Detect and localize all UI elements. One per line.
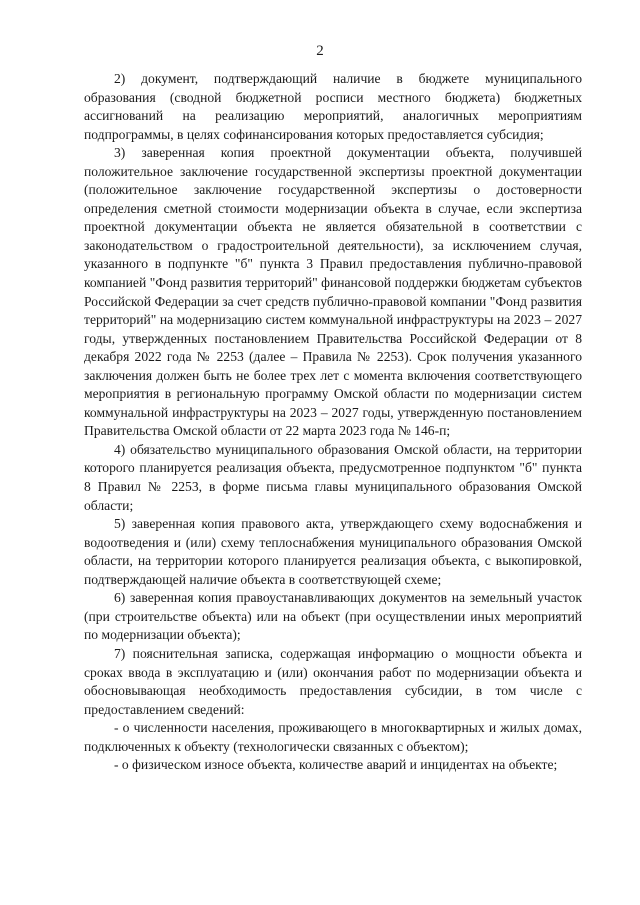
- paragraph-item-6: 6) заверенная копия правоустанавливающих документов на земельный участок (при строительстве объекта) или на объект (при осуществлении иных мероприятий по модернизации объекта);: [84, 590, 582, 643]
- document-body: [84, 70, 582, 775]
- paragraph-item-2: 2) документ, подтверждающий наличие в бюджете муниципального образования (сводной бюджетной росписи местного бюджета) бюджетных ассигнований на реализацию мероприятий, аналогичных мероприятиям подпрограммы, в целях софинансирования которых предоставляется субсидия;: [84, 71, 582, 142]
- paragraph-subitem-population: - о численности населения, проживающего в многоквартирных и жилых домах, подключенных к объекту (технологически связанных с объектом);: [84, 720, 582, 754]
- paragraph-subitem-wear: - о физическом износе объекта, количестве аварий и инцидентах на объекте;: [114, 757, 558, 773]
- paragraph-item-5: 5) заверенная копия правового акта, утверждающего схему водоснабжения и водоотведения и (или) схему теплоснабжения муниципального образования Омской области, на территории которого планируется реализация объекта, с выкопировкой, подтверждающей наличие объекта в соответствующей схеме;: [84, 516, 582, 587]
- page-number: 2: [316, 43, 324, 59]
- paragraph-item-3: 3) заверенная копия проектной документации объекта, получившей положительное заключение государственной экспертизы проектной документации (положительное заключение государственной экспертизы о достоверности определения сметной стоимости модернизации объекта в случае, если экспертиза проектной документации объекта не является обязательной в соответствии с законодательством о градостроительной деятельности), за исключением случая, указанного в подпункте "б" пункта 3 Правил предоставления публично-правовой компанией "Фонд развития территорий" финансовой поддержки бюджетам субъектов Российской Федерации за счет средств публично-правовой компании "Фонд развития территорий" на модернизацию систем коммунальной инфраструктуры на 2023 – 2027 годы, утвержденных постановлением Правительства Российской Федерации от 8 декабря 2022 года № 2253 (далее – Правила № 2253). Срок получения указанного заключения должен быть не более трех лет с момента включения соответствующего мероприятия в региональную программу Омской области по модернизации систем коммунальной инфраструктуры на 2023 – 2027 годы, утвержденную постановлением Правительства Омской области от 22 марта 2023 года № 146-п;: [84, 145, 582, 439]
- paragraph-item-7: 7) пояснительная записка, содержащая информацию о мощности объекта и сроках ввода в эксплуатацию и (или) окончания работ по модернизации объекта и обосновывающая необходимость предоставления субсидии, в том числе с предоставлением сведений:: [84, 645, 582, 717]
- paragraph-item-4: 4) обязательство муниципального образования Омской области, на территории которого планируется реализация объекта, предусмотренное подпунктом "б" пункта 8 Правил № 2253, в форме письма главы муниципального образования Омской области;: [84, 441, 582, 513]
